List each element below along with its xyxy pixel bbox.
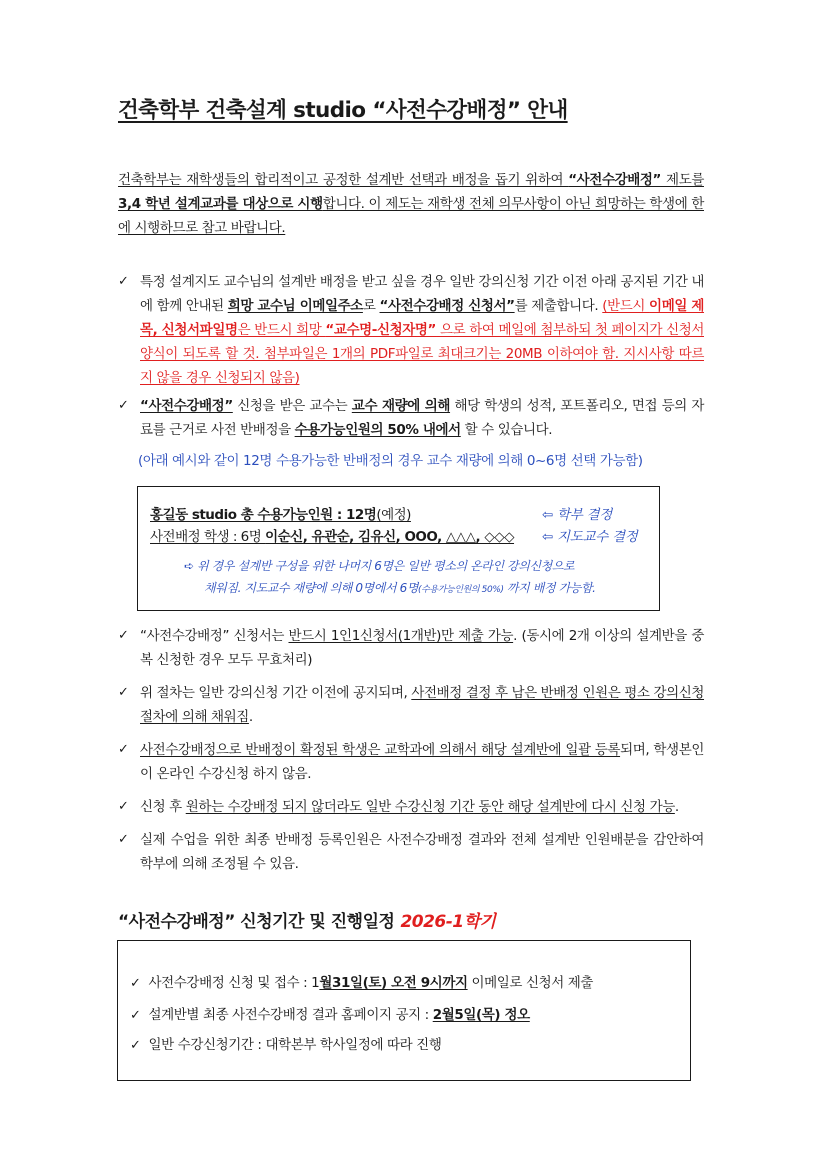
checkmark-icon: ✓ <box>118 274 129 289</box>
warning-text: 으로 하여 메일에 첨부하되 첫 페이지가 신청서 양식이 되도록 할 것. 첨부파일은 1개의 PDF파일로 최대크기는 20MB 이하여야 함. 지시사항 따르지 않을 경우 신청되지 않음) <box>140 322 704 386</box>
intro-text: 합니다. 이 제도는 재학생 전체 의무사항이 아닌 희망하는 학생에 한에 시행하므로 참고 바랍니다. <box>118 196 704 236</box>
list-item: ✓ “사전수강배정” 신청서는 반드시 1인1신청서(1개반)만 제출 가능. (동시에 2개 이상의 설계반을 중복 신청한 경우 모두 무효처리) <box>118 624 704 672</box>
capacity-text: 홍길동 studio 총 수용가능인원 : 12명 <box>150 507 377 523</box>
list-item: ✓ 위 절차는 일반 강의신청 기간 이전에 공지되며, 사전배정 결정 후 남은 반배정 인원은 평소 강의신청 절차에 의해 채워짐. <box>118 681 704 729</box>
schedule-item: ✓ 설계반별 최종 사전수강배정 결과 홈페이지 공지 : 2월5일(목) 정오 <box>130 1007 530 1023</box>
professor-decision-tag: ⇦ 지도교수 결정 <box>542 529 638 545</box>
procedure-list <box>118 270 704 442</box>
checkmark-icon: ✓ <box>118 799 129 814</box>
department-decision-tag: ⇦ 학부 결정 <box>542 507 612 523</box>
schedule-item: ✓ 일반 수강신청기간 : 대학본부 학사일정에 따라 진행 <box>130 1037 442 1053</box>
checkmark-icon: ✓ <box>118 398 129 413</box>
professor-email-label: 희망 교수님 이메일주소 <box>227 298 363 314</box>
item-emphasis: “사전수강배정” <box>140 398 233 414</box>
capacity-line <box>150 503 411 523</box>
item-emphasis: 수용가능인원의 50% 내에서 <box>294 422 461 438</box>
result-date: 2월5일(목) 정오 <box>432 1007 530 1023</box>
checkmark-icon: ✓ <box>118 742 129 757</box>
item-text: 해당 학생의 성적, 포트폴리오, 면접 등의 자료를 근거로 사전 반배정을 <box>140 398 704 438</box>
intro-text: 건축학부는 재학생들의 합리적이고 공정한 설계반 선택과 배정을 돕기 위하여 <box>118 172 569 188</box>
intro-paragraph <box>118 168 704 240</box>
preassigned-label: 사전배정 학생 : 6명 <box>150 529 266 545</box>
warning-text: (반드시 <box>602 298 650 314</box>
item-text: 할 수 있습니다. <box>460 422 553 438</box>
warning-emphasis: “교수명-신청자명” <box>325 322 437 338</box>
warning-emphasis: 이메일 제목, 신청서파일명 <box>140 298 704 338</box>
checkmark-icon: ✓ <box>118 832 129 847</box>
example-note: (아래 예시와 같이 12명 수용가능한 반배정의 경우 교수 재량에 의해 0~6명 선택 가능함) <box>138 453 643 469</box>
item-emphasis: 사전수강배정으로 반배정이 확정된 학생은 교학과에 의해서 해당 설계반에 일괄 등록 <box>140 742 621 758</box>
checkmark-icon: ✓ <box>130 1038 141 1053</box>
explanation-line: ➪ 위 경우 설계반 구성을 위한 나머지 6명은 일반 평소의 온라인 강의신청으로 <box>184 559 575 573</box>
item-emphasis: 사전배정 결정 후 남은 반배정 인원은 평소 강의신청 절차에 의해 채워짐 <box>140 685 705 725</box>
capacity-note: (예정) <box>376 507 411 523</box>
item-text: 로 <box>362 298 380 314</box>
explanation-line: 채워짐. 지도교수 재량에 의해 0명에서 6명(수용가능인원의 50%) 까지 배정 가능함. <box>204 581 596 595</box>
deadline: 월31일(토) 오전 9시까지 <box>319 975 468 991</box>
item-text: 특정 설계지도 교수님의 설계반 배정을 받고 싶을 경우 일반 강의신청 기간 이전 아래 공지된 기간 내에 함께 안내된 <box>140 274 705 314</box>
intro-emphasis: “사전수강배정” <box>568 172 661 188</box>
warning-text: 은 반드시 희망 <box>237 322 326 338</box>
example-explanation <box>184 555 654 601</box>
checkmark-icon: ✓ <box>118 685 129 700</box>
item-emphasis: 반드시 1인1신청서(1개반)만 제출 가능 <box>288 628 514 644</box>
application-form-label: “사전수강배정 신청서” <box>379 298 515 314</box>
item-text: 를 제출합니다. <box>514 298 603 314</box>
rules-list <box>118 624 704 876</box>
semester-label: 2026-1학기 <box>400 912 496 932</box>
schedule-item: ✓ 사전수강배정 신청 및 접수 : 1월31일(토) 오전 9시까지 이메일로 신청서 제출 <box>130 975 594 991</box>
list-item: ✓ 신청 후 원하는 수강배정 되지 않더라도 일반 수강신청 기간 동안 해당 설계반에 다시 신청 가능. <box>118 795 704 819</box>
item-emphasis: 교수 재량에 의해 <box>351 398 451 414</box>
checkmark-icon: ✓ <box>130 976 141 991</box>
checkmark-icon: ✓ <box>118 628 129 643</box>
example-box <box>137 486 660 611</box>
list-item <box>118 394 704 442</box>
checkmark-icon: ✓ <box>130 1008 141 1023</box>
page-title: 건축학부 건축설계 studio “사전수강배정” 안내 <box>118 98 568 123</box>
intro-target: 3,4 학년 설계교과를 대상으로 시행 <box>118 196 323 212</box>
list-item <box>118 270 704 390</box>
explanation-small: (수용가능인원의 50%) <box>418 585 504 595</box>
list-item: ✓ 사전수강배정으로 반배정이 확정된 학생은 교학과에 의해서 해당 설계반에 일괄 등록되며, 학생본인이 온라인 수강신청 하지 않음. <box>118 738 704 786</box>
item-text: 실제 수업을 위한 최종 반배정 등록인원은 사전수강배정 결과와 전체 설계반 인원배분을 감안하여 학부에 의해 조정될 수 있음. <box>140 832 704 872</box>
schedule-box <box>117 940 691 1081</box>
item-text: 신청을 받은 교수는 <box>232 398 352 414</box>
intro-text: 제도를 <box>660 172 704 188</box>
preassigned-line <box>150 525 514 545</box>
list-item <box>118 828 704 876</box>
schedule-title: “사전수강배정” 신청기간 및 진행일정 2026-1학기 <box>118 912 496 932</box>
preassigned-names: 이순신, 유관순, 김유신, OOO, △△△, ◇◇◇ <box>265 529 515 545</box>
item-emphasis: 원하는 수강배정 되지 않더라도 일반 수강신청 기간 동안 해당 설계반에 다시 신청 가능 <box>185 799 675 815</box>
